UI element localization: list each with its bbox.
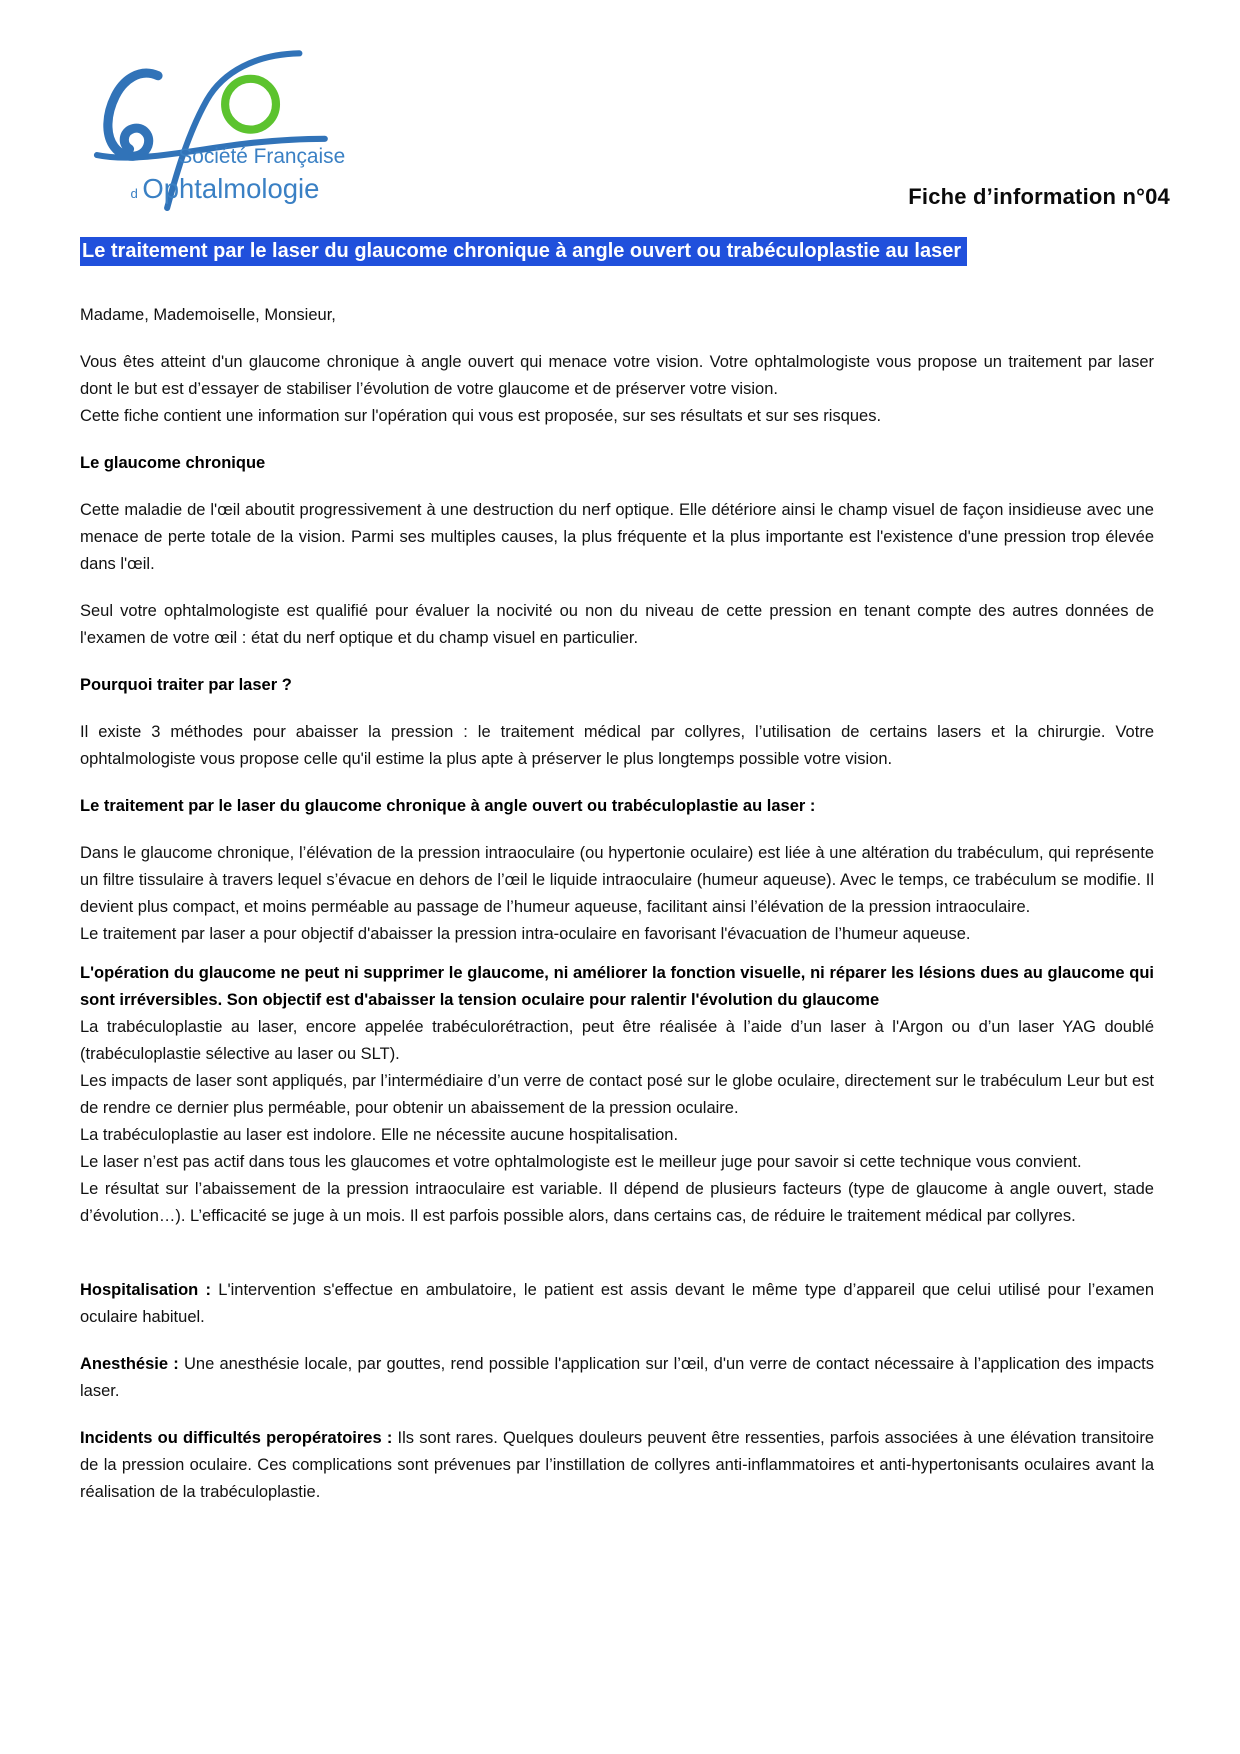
paragraph-objectif-laser: Le traitement par laser a pour objectif d'abaisser la pression intra-oculaire en favorisant l'évacuation de l’humeur aqueuse. [80, 925, 971, 943]
page-header [0, 0, 1240, 237]
hospitalisation-term: Hospitalisation : [80, 1281, 212, 1299]
anesthesie-term: Anesthésie : [80, 1355, 179, 1373]
paragraph-trabeculum: Dans le glaucome chronique, l’élévation de la pression intraoculaire (ou hypertonie oculaire) est liée à une altération du trabéculum, qui représente un filtre tissulaire à travers lequel s’évacue en dehors de l’œil le liquide intraoculaire (humeur aqueuse). Avec le temps, ce trabéculum se modifie. Il devient plus compact, et moins perméable au passage de l’humeur aqueuse, facilitant ainsi l’élévation de la pression intraoculaire. [80, 844, 1154, 916]
document-title: Le traitement par le laser du glaucome chronique à angle ouvert ou trabéculoplastie au laser [80, 237, 967, 266]
intro-paragraph-2: Cette fiche contient une information sur l'opération qui vous est proposée, sur ses résultats et sur ses risques. [80, 407, 882, 425]
intro-paragraph: Vous êtes atteint d'un glaucome chronique à angle ouvert qui menace votre vision. Votre ophtalmologiste vous propose un traitement par laser dont le but est d’essayer de stabiliser l’évolution de votre glaucome et de préserver votre vision. [80, 353, 1154, 398]
logo-org-name-line2-main: Ophtalmologie [142, 172, 320, 204]
paragraph-ophtalmologiste-qualifie: Seul votre ophtalmologiste est qualifié pour évaluer la nocivité ou non du niveau de cette pression en tenant compte des autres données de l'examen de votre œil : état du nerf optique et du champ visuel en particulier. [80, 602, 1154, 647]
paragraph-resultat-variable: Le résultat sur l’abaissement de la pression intraoculaire est variable. Il dépend de plusieurs facteurs (type de glaucome à angle ouvert, stade d’évolution…). L’efficacité se juge à un mois. Il est parfois possible alors, dans certains cas, de réduire le traitement médical par collyres. [80, 1180, 1154, 1225]
logo-s-swoosh-icon [108, 73, 158, 156]
paragraph-impacts-laser: Les impacts de laser sont appliqués, par l’intermédiaire d’un verre de contact posé sur le globe oculaire, directement sur le trabéculum Leur but est de rendre ce dernier plus perméable, pour obtenir un abaissement de la pression oculaire. [80, 1072, 1154, 1117]
paragraph-maladie-oeil: Cette maladie de l'œil aboutit progressivement à une destruction du nerf optique. Elle détériore ainsi le champ visuel de façon insidieuse avec une menace de perte totale de la vision. Parmi ses multiples causes, la plus fréquente et la plus importante est l'existence d'une pression trop élevée dans l'œil. [80, 501, 1154, 573]
logo-org-name-line1: Société Française [178, 145, 346, 169]
paragraph-incidents [80, 1425, 1154, 1506]
sfo-logo [73, 33, 363, 211]
section-heading-pourquoi-traiter: Pourquoi traiter par laser ? [80, 676, 292, 694]
logo-o-circle-icon [225, 79, 276, 130]
logo-org-name-line2 [131, 173, 320, 204]
bold-emphasis-paragraph: L'opération du glaucome ne peut ni supprimer le glaucome, ni améliorer la fonction visuelle, ni réparer les lésions dues au glaucome qui sont irréversibles. Son objectif est d'abaisser la tension oculaire pour ralentir l'évolution du glaucome [80, 964, 1154, 1009]
paragraph-anesthesie [80, 1351, 1154, 1405]
paragraph-hospitalisation [80, 1277, 1154, 1331]
paragraph-indolore: La trabéculoplastie au laser est indolore. Elle ne nécessite aucune hospitalisation. [80, 1126, 679, 1144]
paragraph-laser-pas-actif: Le laser n’est pas actif dans tous les glaucomes et votre ophtalmologiste est le meilleur juge pour savoir si cette technique vous convient. [80, 1153, 1082, 1171]
fiche-number-label: Fiche d’information n°04 [908, 184, 1170, 209]
section-heading-traitement-laser: Le traitement par le laser du glaucome chronique à angle ouvert ou trabéculoplastie au laser : [80, 797, 816, 815]
logo-org-name-line2-prefix: d [130, 185, 138, 201]
paragraph-trabeculoplastie-types: La trabéculoplastie au laser, encore appelée trabéculorétraction, peut être réalisée à l’aide d’un laser à l'Argon ou d’un laser YAG doublé (trabéculoplastie sélective au laser ou SLT). [80, 1018, 1154, 1063]
section-heading-glaucome-chronique: Le glaucome chronique [80, 454, 266, 472]
hospitalisation-text: L'intervention s'effectue en ambulatoire, le patient est assis devant le même type d’appareil que celui utilisé pour l’examen oculaire habituel. [80, 1281, 1155, 1326]
anesthesie-text: Une anesthésie locale, par gouttes, rend possible l'application sur l’œil, d'un verre de contact nécessaire à l’application des impacts laser. [80, 1355, 1154, 1400]
salutation-line: Madame, Mademoiselle, Monsieur, [80, 306, 336, 324]
incidents-term: Incidents ou difficultés peropératoires : [80, 1429, 393, 1447]
document-title-row [80, 237, 1170, 266]
document-body [80, 302, 1154, 1506]
incidents-text: Ils sont rares. Quelques douleurs peuvent être ressenties, parfois associées à une élévation transitoire de la pression oculaire. Ces complications sont prévenues par l’instillation de collyres anti-inflammatoires et anti-hypertonisants oculaires avant la réalisation de la trabéculoplastie. [80, 1429, 1154, 1501]
paragraph-trois-methodes: Il existe 3 méthodes pour abaisser la pression : le traitement médical par collyres, l’utilisation de certains lasers et la chirurgie. Votre ophtalmologiste vous propose celle qu'il estime la plus apte à préserver le plus longtemps possible votre vision. [80, 723, 1154, 768]
